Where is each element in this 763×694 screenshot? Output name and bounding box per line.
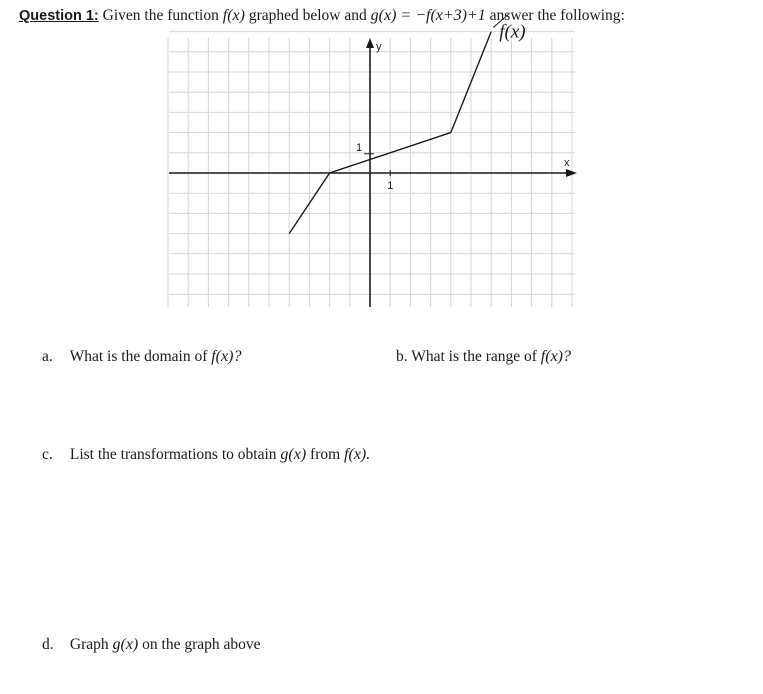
x-axis-label: x <box>564 157 570 169</box>
part-d-text1: Graph <box>69 636 109 653</box>
part-b-text: What is the range of <box>411 348 537 365</box>
curve-group <box>289 13 509 233</box>
part-c-math2: f(x). <box>344 446 371 463</box>
question-mid: graphed below and <box>248 7 367 24</box>
part-b <box>396 348 571 366</box>
part-d-text2: on the graph above <box>142 636 261 653</box>
function-label: f(x) <box>499 21 526 43</box>
g-definition: g(x) = −f(x+3)+1 <box>370 7 486 24</box>
part-a-letter: a. <box>42 348 53 365</box>
grid <box>168 32 575 307</box>
y-tick-label: 1 <box>356 141 363 154</box>
part-b-letter: b. <box>396 348 408 365</box>
axes <box>169 38 577 307</box>
question-label: Question 1: <box>19 8 99 24</box>
part-d <box>42 636 261 654</box>
y-axis-arrow <box>366 38 374 48</box>
part-d-letter: d. <box>42 636 54 653</box>
part-c-text1: List the transformations to obtain <box>69 446 277 463</box>
part-c <box>42 446 370 464</box>
part-d-math1: g(x) <box>112 636 139 653</box>
question-intro: Given the function <box>102 7 219 24</box>
x-tick-label: 1 <box>387 180 394 192</box>
f-notation: f(x) <box>222 7 245 24</box>
part-c-text2: from <box>310 446 341 463</box>
y-axis-label: y <box>376 41 382 53</box>
question-outro: answer the following: <box>489 7 625 24</box>
part-c-math1: g(x) <box>280 446 307 463</box>
part-a-text: What is the domain of <box>69 348 208 365</box>
part-c-letter: c. <box>42 446 53 463</box>
part-b-math: f(x)? <box>540 348 571 365</box>
part-a <box>42 348 241 366</box>
part-a-math: f(x)? <box>211 348 242 365</box>
